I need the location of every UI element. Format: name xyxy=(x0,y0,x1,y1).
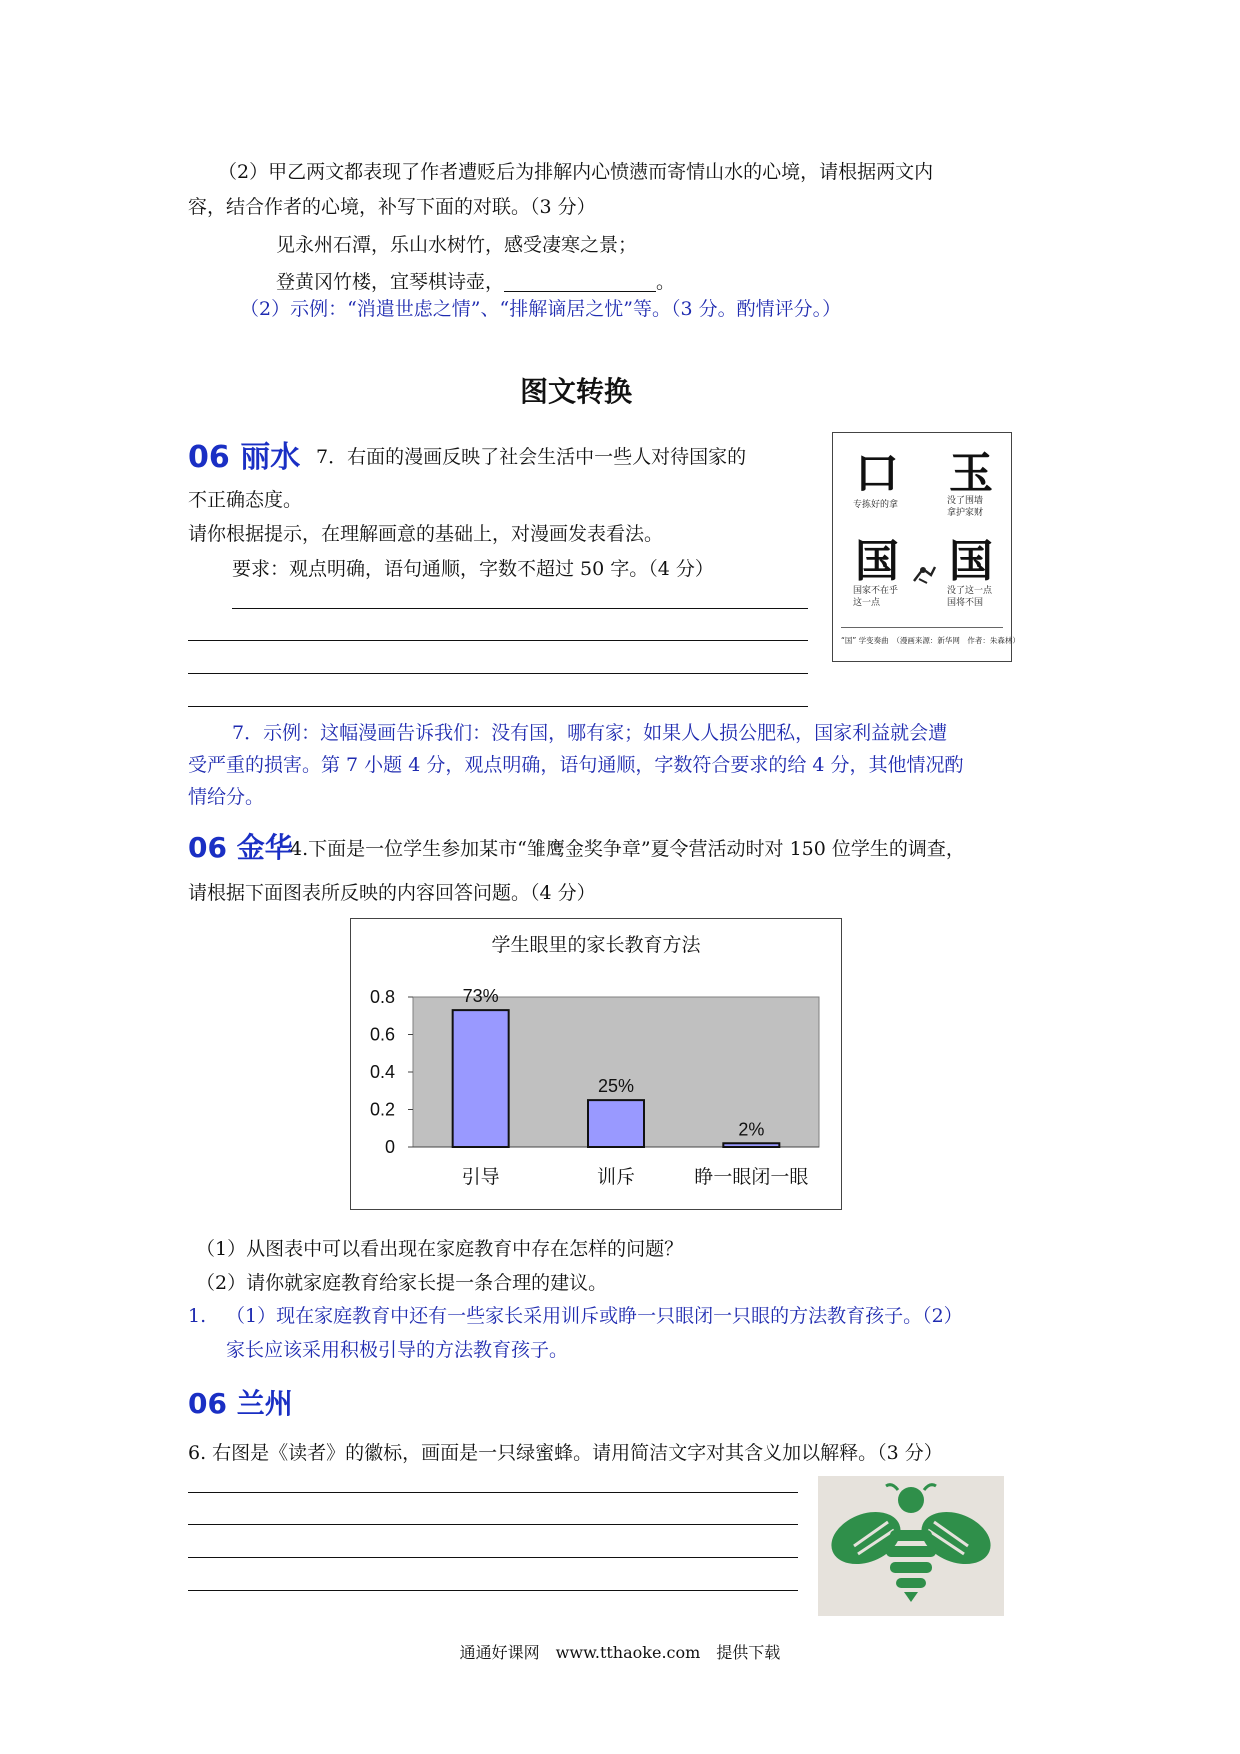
y-tick-label: 0.6 xyxy=(369,1024,395,1045)
couplet-line1: 见永州石潭，乐山水树竹，感受凄寒之景； xyxy=(276,234,638,256)
bar-chart-svg xyxy=(351,919,841,1209)
green-bee-icon xyxy=(818,1476,1004,1616)
cartoon-figure-icon xyxy=(911,561,937,587)
y-tick-label: 0.8 xyxy=(369,987,395,1007)
jinhua-subquestion-1: （1）从图表中可以看出现在家庭教育中存在怎样的问题？ xyxy=(196,1238,684,1260)
question-2-line2: 容，结合作者的心境，补写下面的对联。（3 分） xyxy=(188,196,596,218)
bar xyxy=(723,1143,779,1147)
cartoon-char-yu: 玉 xyxy=(949,448,993,499)
cartoon-caption-tr: 没了围墙 拿护家财 xyxy=(947,496,984,518)
answer-line[interactable] xyxy=(188,673,808,674)
lishui-answer-line1: 7．示例：这幅漫画告诉我们：没有国，哪有家；如果人人损公肥私，国家利益就会遭 xyxy=(232,722,948,744)
x-tick-label: 睁一眼闭一眼 xyxy=(694,1167,809,1188)
lishui-question-line3: 请你根据提示，在理解画意的基础上，对漫画发表看法。 xyxy=(188,523,664,545)
answer-line[interactable] xyxy=(188,706,808,707)
cartoon-caption-tl: 专拣好的拿 xyxy=(853,500,899,510)
answer-line[interactable] xyxy=(188,1557,798,1558)
bar xyxy=(588,1100,644,1147)
y-tick-label: 0 xyxy=(384,1137,395,1157)
lishui-question-line1: 7．右面的漫画反映了社会生活中一些人对待国家的 xyxy=(316,446,747,468)
cartoon-image xyxy=(832,432,1020,662)
data-label: 73% xyxy=(462,986,499,1007)
lishui-answer-line2: 受严重的损害。第 7 小题 4 分，观点明确，语句通顺，字数符合要求的给 4 分，其他情况酌 xyxy=(188,754,964,776)
answer-line[interactable] xyxy=(188,1524,798,1525)
chart-title: 学生眼里的家长教育方法 xyxy=(491,935,701,956)
lishui-answer-line3: 情给分。 xyxy=(188,786,265,808)
question-2-line1: （2）甲乙两文都表现了作者遭贬后为排解内心愤懑而寄情山水的心境，请根据两文内 xyxy=(218,161,934,183)
page-footer: 通通好课网 www.tthaoke.com 提供下载 xyxy=(459,1643,781,1662)
couplet-answer-blank[interactable] xyxy=(504,267,656,292)
lanzhou-question: 6. 右图是《读者》的徽标，画面是一只绿蜜蜂。请用简洁文字对其含义加以解释。（3 分） xyxy=(188,1442,943,1464)
cartoon-char-guo-left: 国 xyxy=(855,536,899,587)
answer-line[interactable] xyxy=(188,640,808,641)
answer-2: （2）示例：“消遣世虑之情”、“排解谪居之忧”等。（3 分。酌情评分。） xyxy=(240,298,842,320)
answer-line[interactable] xyxy=(188,1492,798,1493)
bar xyxy=(453,1010,509,1147)
bar-chart xyxy=(350,918,842,1210)
jinhua-question-line1: 4.下面是一位学生参加某市“雏鹰金奖争章”夏令营活动时对 150 位学生的调查， xyxy=(290,838,965,860)
jinhua-subquestion-2: （2）请你就家庭教育给家长提一条合理的建议。 xyxy=(196,1272,608,1294)
x-tick-label: 引导 xyxy=(461,1167,500,1188)
cartoon-footer: “国” 学变奏曲 （漫画来源：新华网 作者：朱森林） xyxy=(841,636,1020,645)
region-lanzhou: 06 兰州 xyxy=(188,1387,293,1420)
couplet-line2-suffix: 。 xyxy=(656,271,676,293)
cartoon-divider xyxy=(841,627,1003,628)
answer-line[interactable] xyxy=(232,608,808,609)
jinhua-answer-number: 1. xyxy=(188,1305,207,1327)
couplet-line2-prefix: 登黄冈竹楼，宜琴棋诗壶， xyxy=(276,271,505,293)
jinhua-answer-line2: 家长应该采用积极引导的方法教育孩子。 xyxy=(226,1339,569,1361)
jinhua-question-line2: 请根据下面图表所反映的内容回答问题。（4 分） xyxy=(188,882,596,904)
answer-line[interactable] xyxy=(188,1590,798,1591)
cartoon-char-guo-right: 国 xyxy=(949,536,993,587)
x-tick-label: 训斥 xyxy=(596,1167,636,1188)
y-tick-label: 0.4 xyxy=(369,1062,395,1082)
lishui-question-line2: 不正确态度。 xyxy=(188,489,303,511)
cartoon-caption-br: 没了这一点 国将不国 xyxy=(947,586,993,608)
lishui-requirement: 要求：观点明确，语句通顺，字数不超过 50 字。（4 分） xyxy=(232,558,714,580)
region-jinhua: 06 金华 xyxy=(188,831,293,864)
jinhua-answer-line1: （1）现在家庭教育中还有一些家长采用训斥或睁一只眼闭一只眼的方法教育孩子。（2） xyxy=(226,1305,963,1327)
region-lishui: 06 丽水 xyxy=(188,440,301,475)
cartoon-char-kou: 口 xyxy=(855,448,899,499)
section-title: 图文转换 xyxy=(520,375,633,408)
bee-logo-image xyxy=(818,1476,1004,1616)
cartoon-caption-bl: 国家不在乎 这一点 xyxy=(853,586,899,608)
data-label: 2% xyxy=(738,1119,765,1140)
data-label: 25% xyxy=(597,1076,635,1097)
y-tick-label: 0.2 xyxy=(369,1099,395,1120)
